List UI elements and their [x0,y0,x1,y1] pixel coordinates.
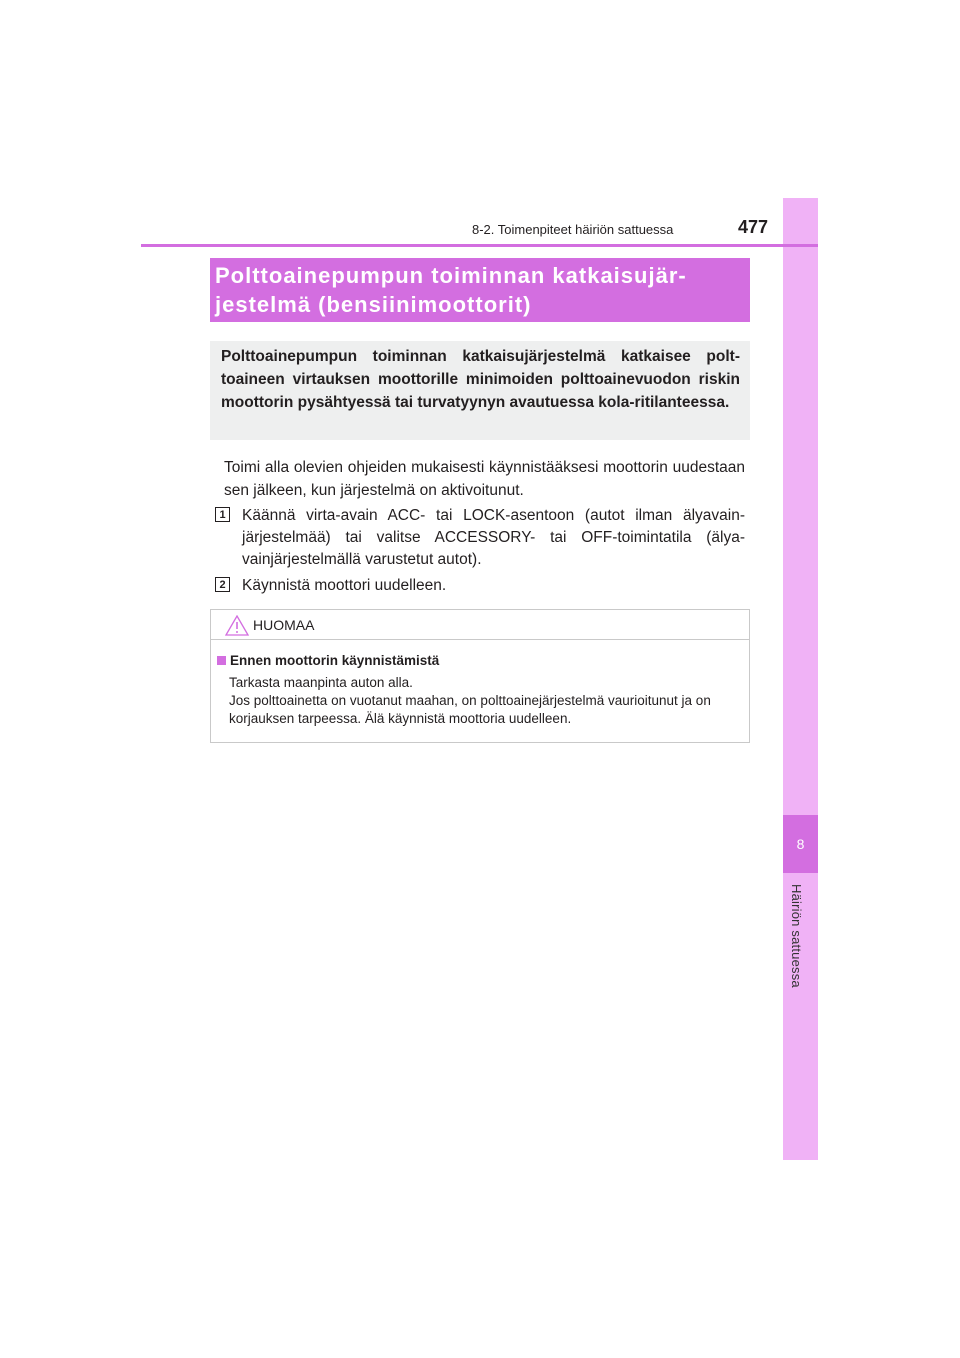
notice-header [211,610,749,640]
page-title-line-1: Polttoainepumpun toiminnan katkaisujär- [215,263,687,288]
page-title [210,258,750,322]
square-bullet-icon [217,656,226,665]
notice-title: HUOMAA [253,617,315,633]
step-number: 1 [215,507,230,522]
step-2 [215,575,745,597]
warning-triangle-icon [225,615,249,636]
instruction-paragraph: Toimi alla olevien ohjeiden mukaisesti käynnistääksesi moottorin uudestaan sen jälkeen, kun järjestelmä on aktivoitunut. [224,459,745,499]
notice-heading [217,653,439,668]
intro-box: Polttoainepumpun toiminnan katkaisujärjestelmä katkaisee polt-toaineen virtauksen moottorille minimoiden polttoainevuodon riskin moottorin pysähtyessä tai turvatyynyn avautuessa kola-ritilanteessa. [210,341,750,440]
page-title-line-2: jestelmä (bensiinimoottorit) [215,292,532,317]
notice-box [210,609,750,743]
header-rule [141,244,818,247]
notice-body [229,674,743,728]
step-1 [215,505,745,571]
step-text: Käynnistä moottori uudelleen. [242,577,447,594]
notice-heading-text: Ennen moottorin käynnistämistä [230,653,440,668]
step-number: 2 [215,577,230,592]
notice-line-1: Tarkasta maanpinta auton alla. [229,675,413,690]
step-text: Käännä virta-avain ACC- tai LOCK-asentoon (autot ilman älyavain-järjestelmää) tai valitse ACCESSORY- tai OFF-toimintatila (älya-vainjärjestelmällä varustetut autot). [242,507,745,568]
chapter-number: 8 [783,815,818,873]
chapter-label: Häiriön sattuessa [789,884,804,988]
section-title: 8-2. Toimenpiteet häiriön sattuessa [472,222,674,237]
notice-line-2: Jos polttoainetta on vuotanut maahan, on polttoainejärjestelmä vaurioitunut ja on korjauksen tarpeessa. Älä käynnistä moottoria uudelleen. [229,693,711,726]
page-number: 477 [738,217,769,237]
side-tab [783,198,818,1160]
